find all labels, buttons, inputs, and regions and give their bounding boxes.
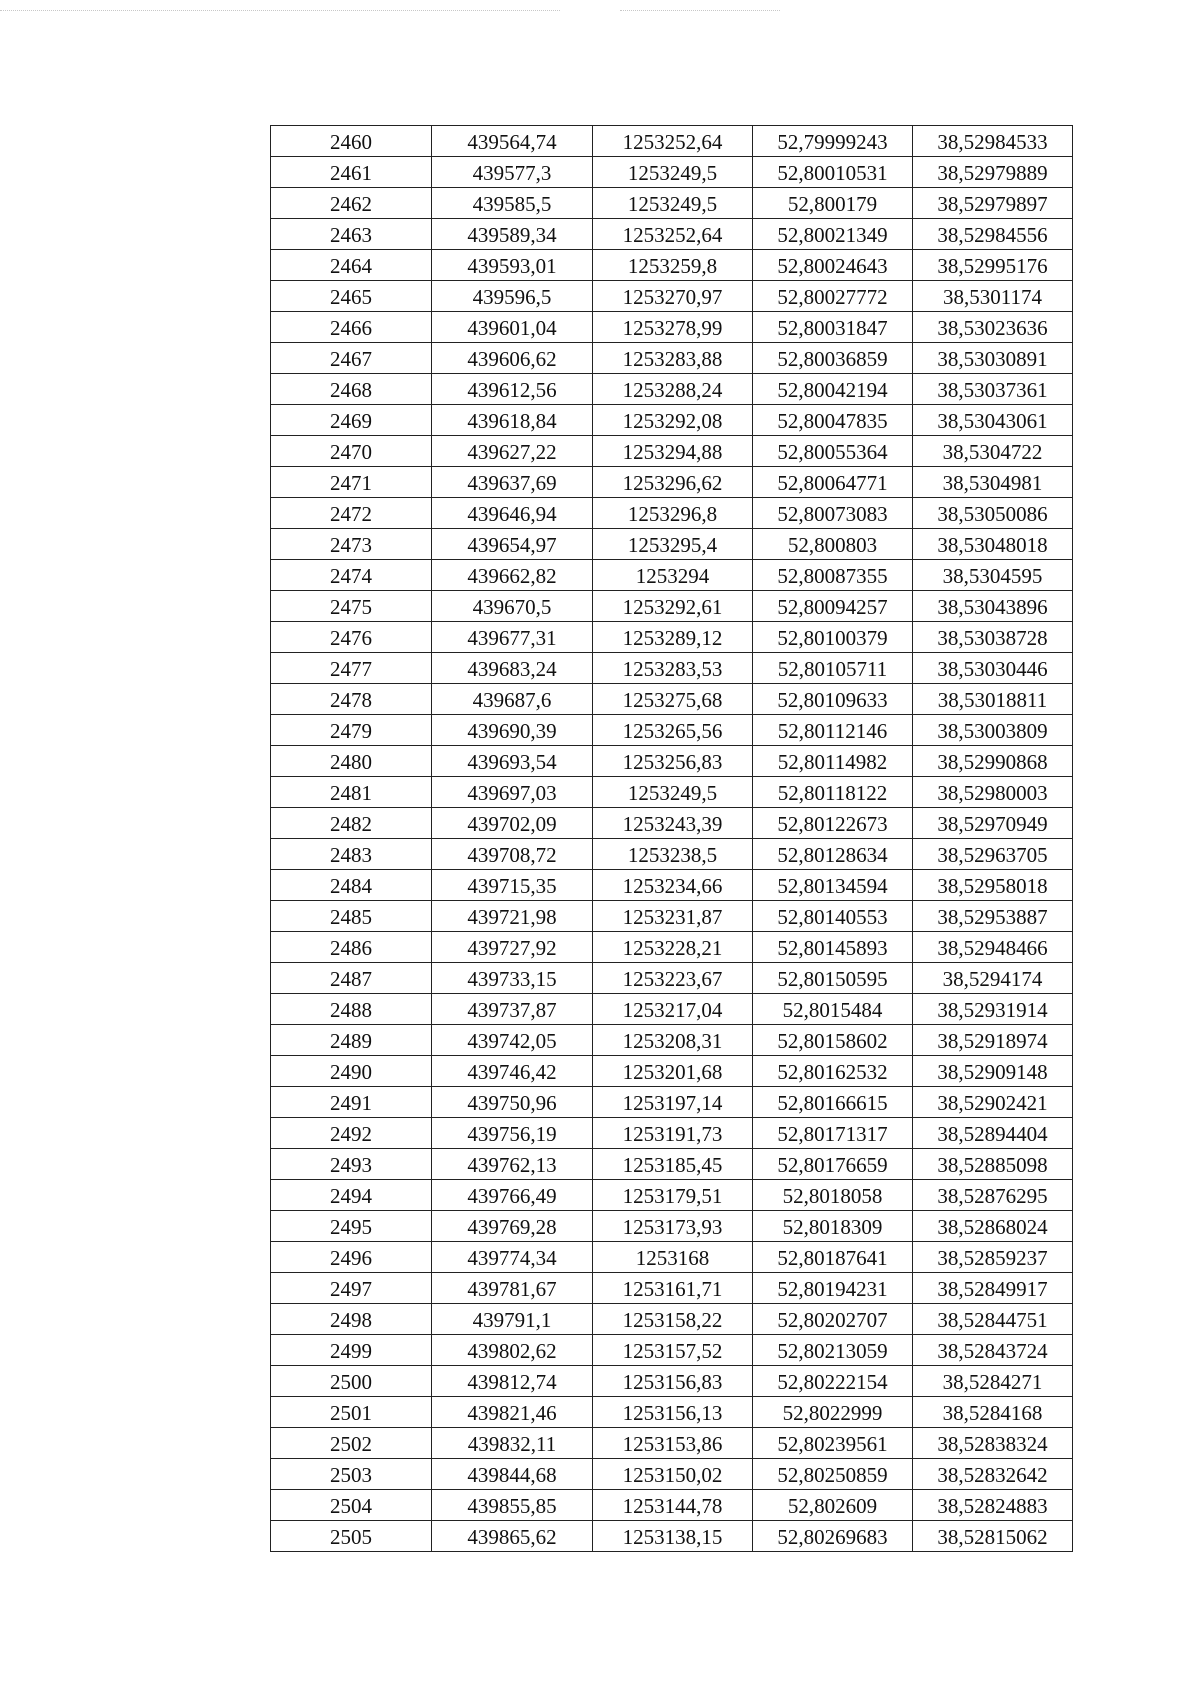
x-coordinate-cell: 439715,35 [432, 870, 593, 901]
longitude-cell: 38,53003809 [913, 715, 1073, 746]
point-number-cell: 2494 [271, 1180, 432, 1211]
table-row [271, 405, 1073, 436]
x-coordinate-cell: 439746,42 [432, 1056, 593, 1087]
longitude-cell: 38,52859237 [913, 1242, 1073, 1273]
longitude-cell: 38,53023636 [913, 312, 1073, 343]
table-row [271, 250, 1073, 281]
x-coordinate-cell: 439564,74 [432, 126, 593, 157]
longitude-cell: 38,5294174 [913, 963, 1073, 994]
y-coordinate-cell: 1253201,68 [593, 1056, 753, 1087]
latitude-cell: 52,80118122 [753, 777, 913, 808]
y-coordinate-cell: 1253234,66 [593, 870, 753, 901]
y-coordinate-cell: 1253292,61 [593, 591, 753, 622]
point-number-cell: 2471 [271, 467, 432, 498]
point-number-cell: 2498 [271, 1304, 432, 1335]
longitude-cell: 38,52995176 [913, 250, 1073, 281]
point-number-cell: 2466 [271, 312, 432, 343]
table-row [271, 219, 1073, 250]
table-row [271, 653, 1073, 684]
latitude-cell: 52,80055364 [753, 436, 913, 467]
point-number-cell: 2464 [271, 250, 432, 281]
table-row [271, 1304, 1073, 1335]
point-number-cell: 2462 [271, 188, 432, 219]
longitude-cell: 38,5304722 [913, 436, 1073, 467]
y-coordinate-cell: 1253179,51 [593, 1180, 753, 1211]
table-row [271, 467, 1073, 498]
point-number-cell: 2472 [271, 498, 432, 529]
x-coordinate-cell: 439589,34 [432, 219, 593, 250]
coordinates-table [270, 125, 1073, 1552]
point-number-cell: 2485 [271, 901, 432, 932]
latitude-cell: 52,80064771 [753, 467, 913, 498]
point-number-cell: 2468 [271, 374, 432, 405]
latitude-cell: 52,80213059 [753, 1335, 913, 1366]
point-number-cell: 2461 [271, 157, 432, 188]
x-coordinate-cell: 439683,24 [432, 653, 593, 684]
point-number-cell: 2488 [271, 994, 432, 1025]
table-row [271, 994, 1073, 1025]
y-coordinate-cell: 1253173,93 [593, 1211, 753, 1242]
longitude-cell: 38,5304595 [913, 560, 1073, 591]
x-coordinate-cell: 439855,85 [432, 1490, 593, 1521]
longitude-cell: 38,52838324 [913, 1428, 1073, 1459]
latitude-cell: 52,802609 [753, 1490, 913, 1521]
table-row [271, 436, 1073, 467]
table-row [271, 901, 1073, 932]
x-coordinate-cell: 439677,31 [432, 622, 593, 653]
longitude-cell: 38,52894404 [913, 1118, 1073, 1149]
latitude-cell: 52,80024643 [753, 250, 913, 281]
x-coordinate-cell: 439637,69 [432, 467, 593, 498]
x-coordinate-cell: 439844,68 [432, 1459, 593, 1490]
y-coordinate-cell: 1253288,24 [593, 374, 753, 405]
y-coordinate-cell: 1253138,15 [593, 1521, 753, 1552]
longitude-cell: 38,53043061 [913, 405, 1073, 436]
y-coordinate-cell: 1253256,83 [593, 746, 753, 777]
point-number-cell: 2483 [271, 839, 432, 870]
latitude-cell: 52,80166615 [753, 1087, 913, 1118]
longitude-cell: 38,53038728 [913, 622, 1073, 653]
y-coordinate-cell: 1253144,78 [593, 1490, 753, 1521]
table-row [271, 1211, 1073, 1242]
y-coordinate-cell: 1253208,31 [593, 1025, 753, 1056]
latitude-cell: 52,8018309 [753, 1211, 913, 1242]
x-coordinate-cell: 439708,72 [432, 839, 593, 870]
point-number-cell: 2473 [271, 529, 432, 560]
y-coordinate-cell: 1253283,53 [593, 653, 753, 684]
x-coordinate-cell: 439733,15 [432, 963, 593, 994]
y-coordinate-cell: 1253252,64 [593, 126, 753, 157]
latitude-cell: 52,80269683 [753, 1521, 913, 1552]
point-number-cell: 2501 [271, 1397, 432, 1428]
longitude-cell: 38,52885098 [913, 1149, 1073, 1180]
latitude-cell: 52,80087355 [753, 560, 913, 591]
table-row [271, 560, 1073, 591]
latitude-cell: 52,80094257 [753, 591, 913, 622]
latitude-cell: 52,80158602 [753, 1025, 913, 1056]
point-number-cell: 2499 [271, 1335, 432, 1366]
y-coordinate-cell: 1253223,67 [593, 963, 753, 994]
x-coordinate-cell: 439646,94 [432, 498, 593, 529]
point-number-cell: 2493 [271, 1149, 432, 1180]
table-row [271, 1118, 1073, 1149]
y-coordinate-cell: 1253153,86 [593, 1428, 753, 1459]
table-row [271, 870, 1073, 901]
x-coordinate-cell: 439721,98 [432, 901, 593, 932]
longitude-cell: 38,53050086 [913, 498, 1073, 529]
longitude-cell: 38,52948466 [913, 932, 1073, 963]
x-coordinate-cell: 439612,56 [432, 374, 593, 405]
y-coordinate-cell: 1253156,13 [593, 1397, 753, 1428]
x-coordinate-cell: 439727,92 [432, 932, 593, 963]
point-number-cell: 2474 [271, 560, 432, 591]
y-coordinate-cell: 1253295,4 [593, 529, 753, 560]
point-number-cell: 2486 [271, 932, 432, 963]
latitude-cell: 52,80194231 [753, 1273, 913, 1304]
y-coordinate-cell: 1253294,88 [593, 436, 753, 467]
point-number-cell: 2504 [271, 1490, 432, 1521]
longitude-cell: 38,53048018 [913, 529, 1073, 560]
point-number-cell: 2481 [271, 777, 432, 808]
x-coordinate-cell: 439596,5 [432, 281, 593, 312]
point-number-cell: 2505 [271, 1521, 432, 1552]
latitude-cell: 52,80140553 [753, 901, 913, 932]
x-coordinate-cell: 439693,54 [432, 746, 593, 777]
y-coordinate-cell: 1253249,5 [593, 777, 753, 808]
point-number-cell: 2491 [271, 1087, 432, 1118]
table-row [271, 498, 1073, 529]
point-number-cell: 2502 [271, 1428, 432, 1459]
longitude-cell: 38,52876295 [913, 1180, 1073, 1211]
latitude-cell: 52,80187641 [753, 1242, 913, 1273]
latitude-cell: 52,79999243 [753, 126, 913, 157]
x-coordinate-cell: 439774,34 [432, 1242, 593, 1273]
x-coordinate-cell: 439750,96 [432, 1087, 593, 1118]
longitude-cell: 38,52868024 [913, 1211, 1073, 1242]
table-row [271, 1087, 1073, 1118]
latitude-cell: 52,80150595 [753, 963, 913, 994]
y-coordinate-cell: 1253249,5 [593, 157, 753, 188]
latitude-cell: 52,800179 [753, 188, 913, 219]
y-coordinate-cell: 1253249,5 [593, 188, 753, 219]
longitude-cell: 38,53043896 [913, 591, 1073, 622]
point-number-cell: 2492 [271, 1118, 432, 1149]
table-row [271, 312, 1073, 343]
latitude-cell: 52,80122673 [753, 808, 913, 839]
latitude-cell: 52,80145893 [753, 932, 913, 963]
table-row [271, 808, 1073, 839]
y-coordinate-cell: 1253156,83 [593, 1366, 753, 1397]
x-coordinate-cell: 439585,5 [432, 188, 593, 219]
longitude-cell: 38,53037361 [913, 374, 1073, 405]
longitude-cell: 38,52980003 [913, 777, 1073, 808]
point-number-cell: 2477 [271, 653, 432, 684]
latitude-cell: 52,80109633 [753, 684, 913, 715]
scan-artifact-line [0, 10, 560, 11]
longitude-cell: 38,52970949 [913, 808, 1073, 839]
y-coordinate-cell: 1253150,02 [593, 1459, 753, 1490]
point-number-cell: 2480 [271, 746, 432, 777]
longitude-cell: 38,52953887 [913, 901, 1073, 932]
longitude-cell: 38,52824883 [913, 1490, 1073, 1521]
table-row [271, 1521, 1073, 1552]
latitude-cell: 52,80239561 [753, 1428, 913, 1459]
table-row [271, 932, 1073, 963]
x-coordinate-cell: 439702,09 [432, 808, 593, 839]
y-coordinate-cell: 1253296,8 [593, 498, 753, 529]
latitude-cell: 52,80105711 [753, 653, 913, 684]
x-coordinate-cell: 439593,01 [432, 250, 593, 281]
longitude-cell: 38,52815062 [913, 1521, 1073, 1552]
table-row [271, 963, 1073, 994]
point-number-cell: 2478 [271, 684, 432, 715]
y-coordinate-cell: 1253168 [593, 1242, 753, 1273]
x-coordinate-cell: 439756,19 [432, 1118, 593, 1149]
y-coordinate-cell: 1253243,39 [593, 808, 753, 839]
latitude-cell: 52,80027772 [753, 281, 913, 312]
point-number-cell: 2487 [271, 963, 432, 994]
point-number-cell: 2463 [271, 219, 432, 250]
latitude-cell: 52,80114982 [753, 746, 913, 777]
table-row [271, 1056, 1073, 1087]
x-coordinate-cell: 439821,46 [432, 1397, 593, 1428]
x-coordinate-cell: 439687,6 [432, 684, 593, 715]
x-coordinate-cell: 439802,62 [432, 1335, 593, 1366]
latitude-cell: 52,8018058 [753, 1180, 913, 1211]
x-coordinate-cell: 439697,03 [432, 777, 593, 808]
table-row [271, 1025, 1073, 1056]
point-number-cell: 2460 [271, 126, 432, 157]
x-coordinate-cell: 439618,84 [432, 405, 593, 436]
x-coordinate-cell: 439662,82 [432, 560, 593, 591]
y-coordinate-cell: 1253185,45 [593, 1149, 753, 1180]
table-row [271, 1428, 1073, 1459]
longitude-cell: 38,52902421 [913, 1087, 1073, 1118]
longitude-cell: 38,52843724 [913, 1335, 1073, 1366]
point-number-cell: 2500 [271, 1366, 432, 1397]
latitude-cell: 52,80162532 [753, 1056, 913, 1087]
x-coordinate-cell: 439762,13 [432, 1149, 593, 1180]
table-row [271, 1490, 1073, 1521]
y-coordinate-cell: 1253275,68 [593, 684, 753, 715]
table-row [271, 281, 1073, 312]
scan-artifact-line [620, 10, 780, 11]
latitude-cell: 52,80100379 [753, 622, 913, 653]
y-coordinate-cell: 1253197,14 [593, 1087, 753, 1118]
longitude-cell: 38,5304981 [913, 467, 1073, 498]
longitude-cell: 38,53030446 [913, 653, 1073, 684]
table-row [271, 839, 1073, 870]
latitude-cell: 52,80112146 [753, 715, 913, 746]
point-number-cell: 2475 [271, 591, 432, 622]
table-row [271, 622, 1073, 653]
latitude-cell: 52,800803 [753, 529, 913, 560]
x-coordinate-cell: 439791,1 [432, 1304, 593, 1335]
table-row [271, 157, 1073, 188]
latitude-cell: 52,80047835 [753, 405, 913, 436]
x-coordinate-cell: 439601,04 [432, 312, 593, 343]
y-coordinate-cell: 1253238,5 [593, 839, 753, 870]
y-coordinate-cell: 1253259,8 [593, 250, 753, 281]
latitude-cell: 52,80021349 [753, 219, 913, 250]
y-coordinate-cell: 1253283,88 [593, 343, 753, 374]
latitude-cell: 52,80073083 [753, 498, 913, 529]
latitude-cell: 52,80134594 [753, 870, 913, 901]
longitude-cell: 38,53018811 [913, 684, 1073, 715]
table-row [271, 374, 1073, 405]
latitude-cell: 52,80128634 [753, 839, 913, 870]
table-row [271, 188, 1073, 219]
point-number-cell: 2476 [271, 622, 432, 653]
y-coordinate-cell: 1253278,99 [593, 312, 753, 343]
y-coordinate-cell: 1253289,12 [593, 622, 753, 653]
longitude-cell: 38,52963705 [913, 839, 1073, 870]
x-coordinate-cell: 439627,22 [432, 436, 593, 467]
y-coordinate-cell: 1253292,08 [593, 405, 753, 436]
table-row [271, 1273, 1073, 1304]
point-number-cell: 2495 [271, 1211, 432, 1242]
longitude-cell: 38,5301174 [913, 281, 1073, 312]
y-coordinate-cell: 1253231,87 [593, 901, 753, 932]
longitude-cell: 38,52990868 [913, 746, 1073, 777]
table-row [271, 1366, 1073, 1397]
y-coordinate-cell: 1253228,21 [593, 932, 753, 963]
y-coordinate-cell: 1253296,62 [593, 467, 753, 498]
y-coordinate-cell: 1253265,56 [593, 715, 753, 746]
latitude-cell: 52,80042194 [753, 374, 913, 405]
table-row [271, 126, 1073, 157]
table-row [271, 1180, 1073, 1211]
x-coordinate-cell: 439654,97 [432, 529, 593, 560]
table-row [271, 1335, 1073, 1366]
longitude-cell: 38,52909148 [913, 1056, 1073, 1087]
y-coordinate-cell: 1253270,97 [593, 281, 753, 312]
y-coordinate-cell: 1253252,64 [593, 219, 753, 250]
table-row [271, 746, 1073, 777]
table-row [271, 529, 1073, 560]
latitude-cell: 52,80202707 [753, 1304, 913, 1335]
longitude-cell: 38,52844751 [913, 1304, 1073, 1335]
point-number-cell: 2467 [271, 343, 432, 374]
x-coordinate-cell: 439769,28 [432, 1211, 593, 1242]
y-coordinate-cell: 1253191,73 [593, 1118, 753, 1149]
y-coordinate-cell: 1253157,52 [593, 1335, 753, 1366]
longitude-cell: 38,52984556 [913, 219, 1073, 250]
point-number-cell: 2465 [271, 281, 432, 312]
latitude-cell: 52,80171317 [753, 1118, 913, 1149]
table-row [271, 1397, 1073, 1428]
table-row [271, 1242, 1073, 1273]
table-row [271, 591, 1073, 622]
point-number-cell: 2484 [271, 870, 432, 901]
latitude-cell: 52,80176659 [753, 1149, 913, 1180]
x-coordinate-cell: 439690,39 [432, 715, 593, 746]
table-row [271, 1459, 1073, 1490]
point-number-cell: 2469 [271, 405, 432, 436]
x-coordinate-cell: 439865,62 [432, 1521, 593, 1552]
point-number-cell: 2470 [271, 436, 432, 467]
x-coordinate-cell: 439766,49 [432, 1180, 593, 1211]
x-coordinate-cell: 439742,05 [432, 1025, 593, 1056]
latitude-cell: 52,8022999 [753, 1397, 913, 1428]
longitude-cell: 38,5284271 [913, 1366, 1073, 1397]
point-number-cell: 2490 [271, 1056, 432, 1087]
longitude-cell: 38,52979897 [913, 188, 1073, 219]
point-number-cell: 2482 [271, 808, 432, 839]
longitude-cell: 38,5284168 [913, 1397, 1073, 1428]
x-coordinate-cell: 439737,87 [432, 994, 593, 1025]
longitude-cell: 38,52849917 [913, 1273, 1073, 1304]
point-number-cell: 2489 [271, 1025, 432, 1056]
y-coordinate-cell: 1253161,71 [593, 1273, 753, 1304]
point-number-cell: 2496 [271, 1242, 432, 1273]
point-number-cell: 2497 [271, 1273, 432, 1304]
latitude-cell: 52,80031847 [753, 312, 913, 343]
x-coordinate-cell: 439670,5 [432, 591, 593, 622]
x-coordinate-cell: 439832,11 [432, 1428, 593, 1459]
latitude-cell: 52,8015484 [753, 994, 913, 1025]
table-row [271, 777, 1073, 808]
longitude-cell: 38,52984533 [913, 126, 1073, 157]
longitude-cell: 38,52918974 [913, 1025, 1073, 1056]
table-row [271, 715, 1073, 746]
longitude-cell: 38,52832642 [913, 1459, 1073, 1490]
x-coordinate-cell: 439781,67 [432, 1273, 593, 1304]
latitude-cell: 52,80250859 [753, 1459, 913, 1490]
table-row [271, 343, 1073, 374]
longitude-cell: 38,52958018 [913, 870, 1073, 901]
y-coordinate-cell: 1253217,04 [593, 994, 753, 1025]
longitude-cell: 38,52979889 [913, 157, 1073, 188]
point-number-cell: 2503 [271, 1459, 432, 1490]
latitude-cell: 52,80036859 [753, 343, 913, 374]
latitude-cell: 52,80222154 [753, 1366, 913, 1397]
coordinates-table-body [271, 126, 1073, 1552]
point-number-cell: 2479 [271, 715, 432, 746]
x-coordinate-cell: 439606,62 [432, 343, 593, 374]
y-coordinate-cell: 1253294 [593, 560, 753, 591]
longitude-cell: 38,53030891 [913, 343, 1073, 374]
table-row [271, 1149, 1073, 1180]
table-row [271, 684, 1073, 715]
x-coordinate-cell: 439577,3 [432, 157, 593, 188]
latitude-cell: 52,80010531 [753, 157, 913, 188]
y-coordinate-cell: 1253158,22 [593, 1304, 753, 1335]
x-coordinate-cell: 439812,74 [432, 1366, 593, 1397]
longitude-cell: 38,52931914 [913, 994, 1073, 1025]
